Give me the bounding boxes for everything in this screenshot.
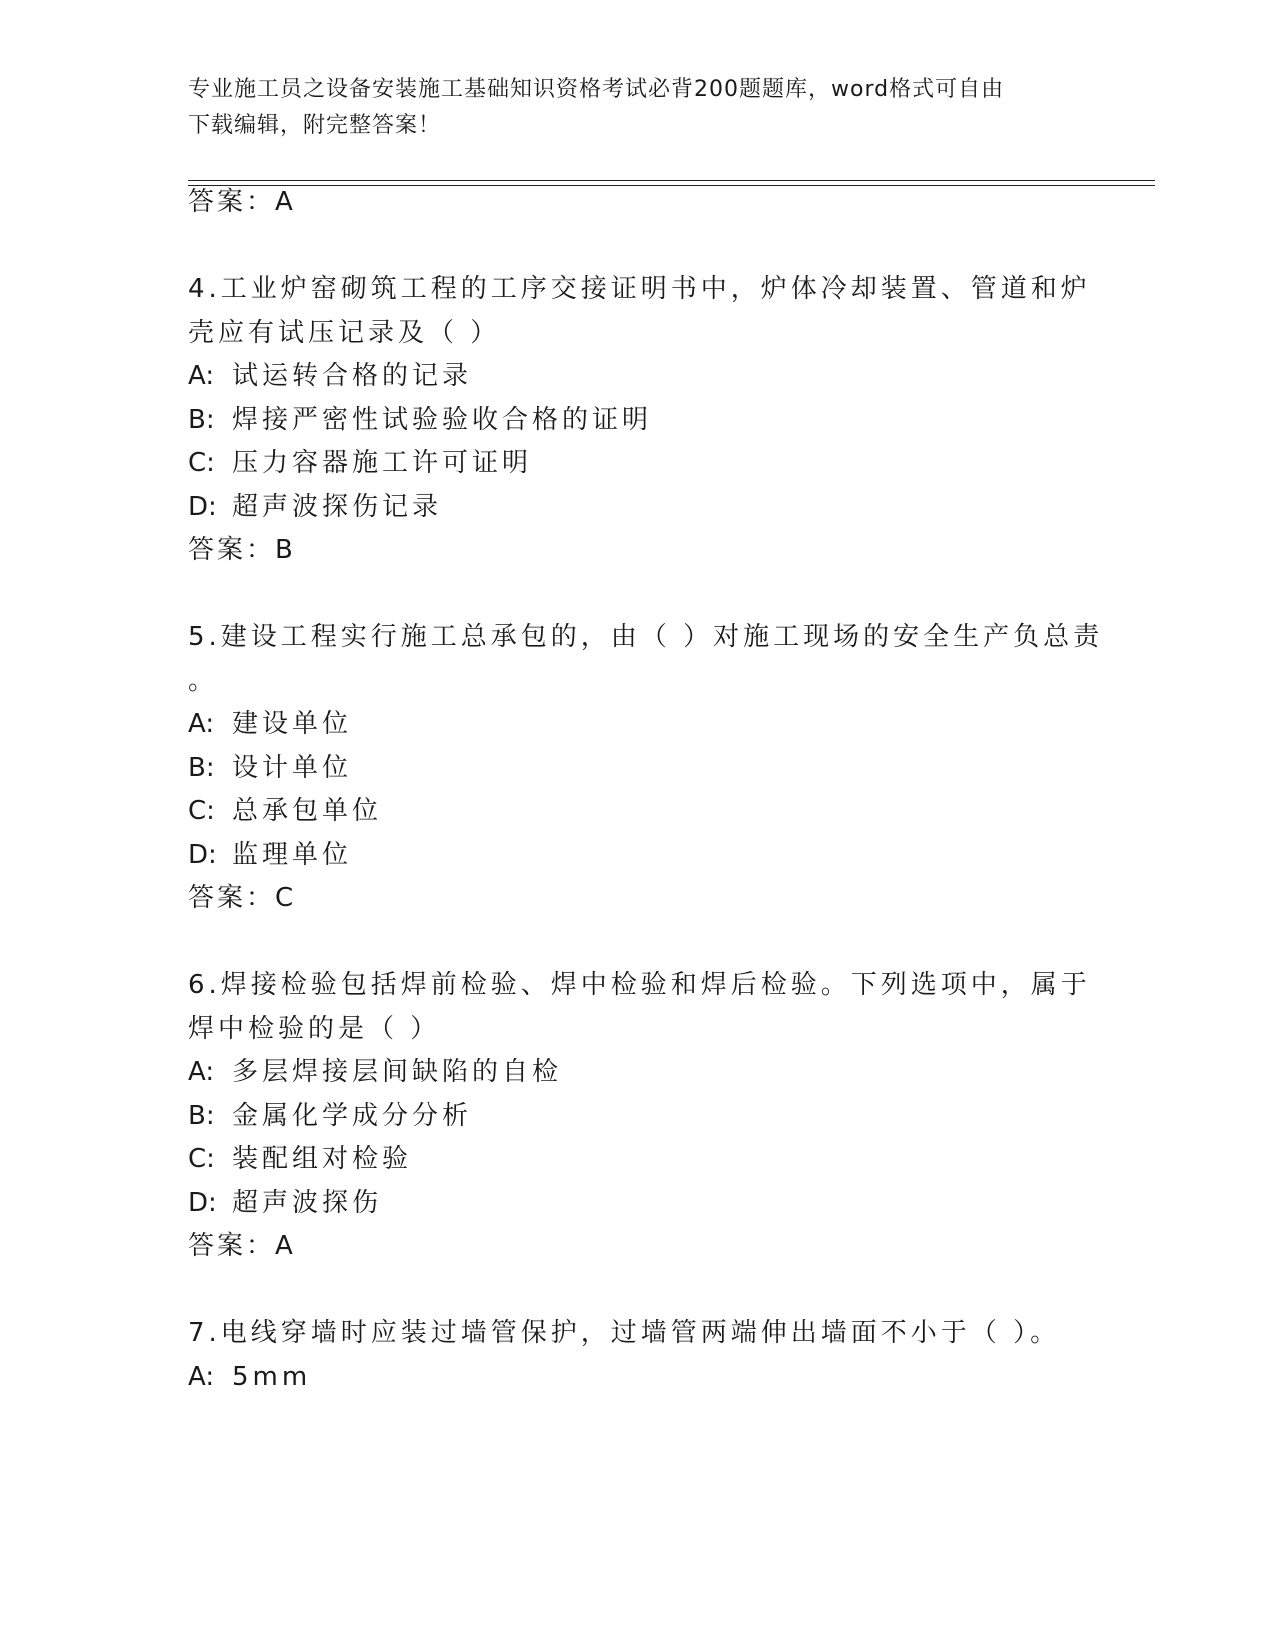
header-divider-bottom [188, 185, 1155, 186]
question-5-option-b [188, 750, 352, 786]
option-letter: B: [188, 405, 215, 435]
question-4-option-a [188, 358, 472, 394]
header-divider-top [188, 180, 1155, 181]
option-text: 超声波探伤记录 [232, 492, 443, 522]
option-text: 5mm [232, 1362, 312, 1392]
option-text: 设计单位 [232, 753, 353, 783]
question-5-line-1: 5.建设工程实行施工总承包的，由（ ）对施工现场的安全生产负总责 [188, 622, 1104, 652]
question-5-line-2: 。 [188, 666, 219, 696]
question-4-line-2: 壳应有试压记录及（ ） [188, 318, 501, 348]
question-5-answer: 答案：C [188, 883, 297, 913]
option-text: 监理单位 [232, 840, 353, 870]
option-letter: D: [188, 1188, 217, 1218]
question-6-option-c [188, 1141, 412, 1177]
question-7-line-1: 7.电线穿墙时应装过墙管保护，过墙管两端伸出墙面不小于（ ）。 [188, 1318, 1061, 1348]
question-4-answer: 答案：B [188, 535, 296, 565]
question-5-option-a [188, 706, 352, 742]
option-text: 焊接严密性试验验收合格的证明 [232, 405, 653, 435]
option-letter: C: [188, 796, 215, 826]
option-letter: A: [188, 361, 215, 391]
question-6-option-d [188, 1185, 382, 1221]
question-6-line-1: 6.焊接检验包括焊前检验、焊中检验和焊后检验。下列选项中，属于 [188, 970, 1091, 1000]
header-line-2: 下载编辑，附完整答案！ [188, 113, 442, 138]
option-text: 总承包单位 [232, 796, 383, 826]
option-letter: C: [188, 1144, 215, 1174]
option-letter: D: [188, 840, 217, 870]
option-text: 多层焊接层间缺陷的自检 [232, 1057, 563, 1087]
answer-previous: 答案：A [188, 187, 296, 217]
question-6-line-2: 焊中检验的是（ ） [188, 1014, 441, 1044]
header-line-1: 专业施工员之设备安装施工基础知识资格考试必背200题题库，word格式可自由 [188, 77, 1005, 102]
option-letter: A: [188, 1362, 215, 1392]
option-letter: C: [188, 448, 215, 478]
question-6-option-a [188, 1054, 562, 1090]
question-7-option-a [188, 1359, 311, 1395]
question-4-line-1: 4.工业炉窑砌筑工程的工序交接证明书中，炉体冷却装置、管道和炉 [188, 274, 1091, 304]
question-4-option-b [188, 402, 652, 438]
option-text: 装配组对检验 [232, 1144, 413, 1174]
option-text: 建设单位 [232, 709, 353, 739]
question-5-option-d [188, 837, 352, 873]
option-text: 压力容器施工许可证明 [232, 448, 533, 478]
question-5-option-c [188, 793, 382, 829]
option-letter: A: [188, 709, 215, 739]
option-text: 试运转合格的记录 [232, 361, 473, 391]
question-4-option-d [188, 489, 442, 525]
option-letter: D: [188, 492, 217, 522]
document-header [188, 72, 1088, 144]
question-4-option-c [188, 445, 532, 481]
question-6-answer: 答案：A [188, 1231, 296, 1261]
option-text: 金属化学成分分析 [232, 1101, 473, 1131]
option-letter: A: [188, 1057, 215, 1087]
option-letter: B: [188, 1101, 215, 1131]
option-text: 超声波探伤 [232, 1188, 383, 1218]
option-letter: B: [188, 753, 215, 783]
question-6-option-b [188, 1098, 472, 1134]
